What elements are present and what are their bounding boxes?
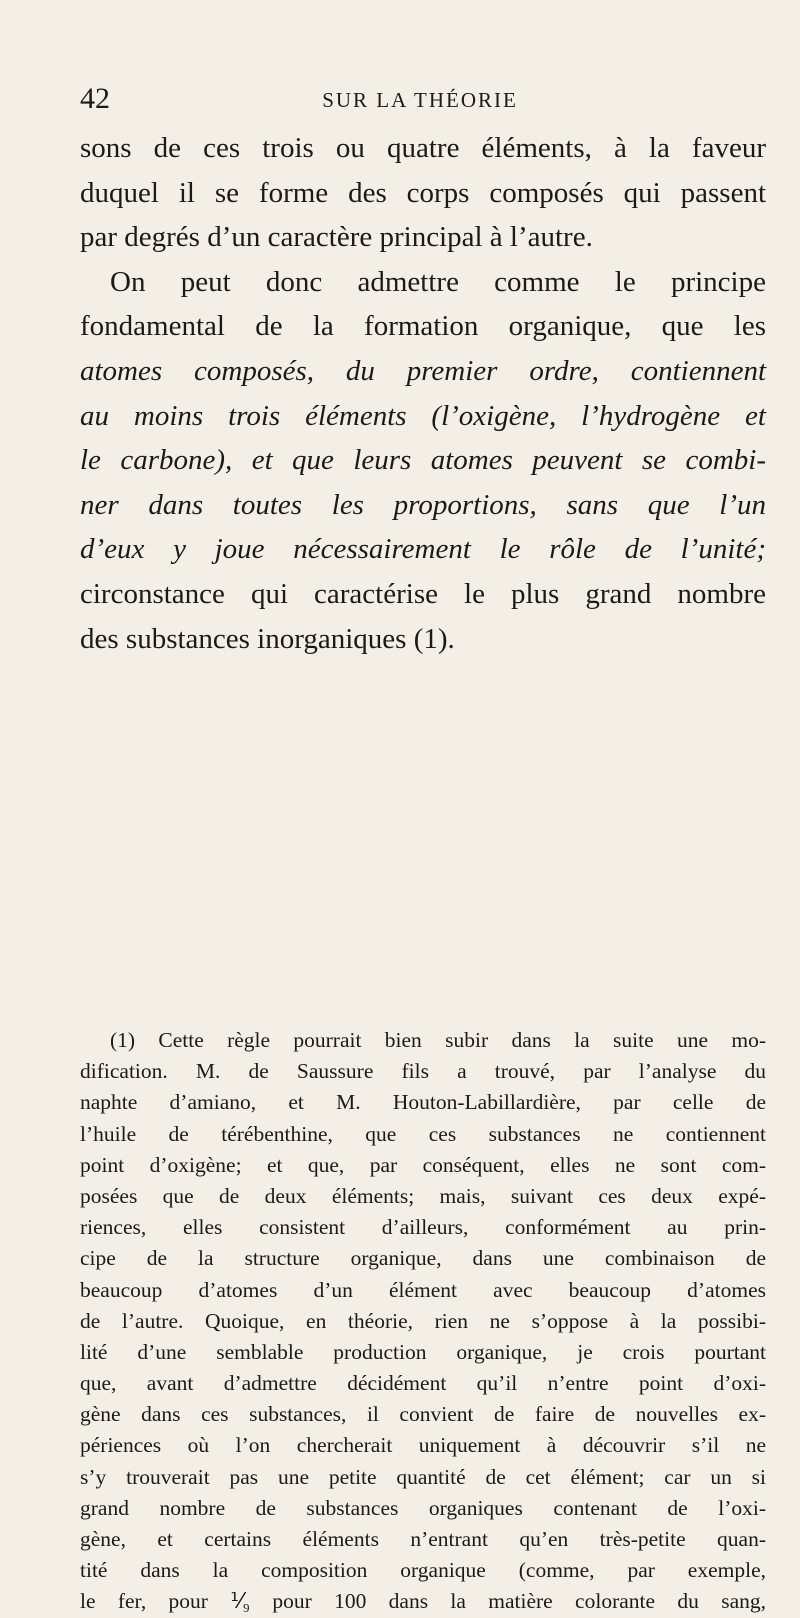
footnote-line: gène, et certains éléments n’entrant qu’en très-petite quan-	[80, 1527, 766, 1551]
footnote	[80, 1025, 766, 1618]
footnote-line: naphte d’amiano, et M. Houton-Labillardière, par celle de	[80, 1090, 766, 1115]
body-line-italic: atomes composés, du premier ordre, contiennent	[80, 354, 766, 387]
footnote-line: périences où l’on chercherait uniquement à découvrir s’il ne	[80, 1433, 766, 1458]
footnote-line: posées que de deux éléments; mais, suivant ces deux expé-	[80, 1183, 766, 1208]
body-line: duquel il se forme des corps composés qui passent	[80, 176, 766, 209]
main-text	[80, 126, 766, 661]
body-line: circonstance qui caractérise le plus grand nombre	[80, 577, 766, 610]
page-number: 42	[80, 82, 110, 115]
footnote-line: gène dans ces substances, il convient de faire de nouvelles ex-	[80, 1402, 766, 1427]
body-line: sons de ces trois ou quatre éléments, à la faveur	[80, 132, 766, 164]
footnote-line: dification. M. de Saussure fils a trouvé, par l’analyse du	[80, 1059, 766, 1084]
body-line: fondamental de la formation organique, que les	[80, 310, 766, 343]
footnote-line: grand nombre de substances organiques contenant de l’oxi-	[80, 1495, 766, 1520]
running-head	[80, 82, 760, 118]
footnote-line: de l’autre. Quoique, en théorie, rien ne s’oppose à la possibi-	[80, 1308, 766, 1333]
footnote-line: cipe de la structure organique, dans une combinaison de	[80, 1246, 766, 1271]
footnote-line: que, avant d’admettre décidément qu’il n’entre point d’oxi-	[80, 1371, 766, 1396]
body-line: On peut donc admettre comme le principe	[110, 265, 766, 298]
body-line: par degrés d’un caractère principal à l’autre.	[80, 221, 593, 254]
footnote-line: (1) Cette règle pourrait bien subir dans la suite une mo-	[110, 1028, 766, 1052]
footnote-line: tité dans la composition organique (comme, par exemple,	[80, 1558, 766, 1583]
footnote-line: lité d’une semblable production organique, je crois pourtant	[80, 1339, 766, 1364]
header-title: SUR LA THÉORIE	[322, 88, 518, 112]
footnote-line: s’y trouverait pas une petite quantité de cet élément; car un si	[80, 1464, 766, 1489]
body-line: des substances inorganiques (1).	[80, 622, 455, 655]
footnote-line: riences, elles consistent d’ailleurs, conformément au prin-	[80, 1215, 766, 1240]
footnote-line: beaucoup d’atomes d’un élément avec beaucoup d’atomes	[80, 1277, 766, 1302]
body-line-italic: au moins trois éléments (l’oxigène, l’hydrogène et	[80, 399, 766, 432]
footnote-line: le fer, pour ⅟₉ pour 100 dans la matière colorante du sang,	[80, 1589, 766, 1614]
footnote-line: l’huile de térébenthine, que ces substances ne contiennent	[80, 1121, 766, 1146]
body-line-italic: le carbone), et que leurs atomes peuvent se combi-	[80, 444, 766, 477]
footnote-line: point d’oxigène; et que, par conséquent, elles ne sont com-	[80, 1152, 766, 1177]
body-line-italic: d’eux y joue nécessairement le rôle de l’unité;	[80, 533, 766, 566]
body-line-italic: ner dans toutes les proportions, sans que l’un	[80, 488, 766, 521]
